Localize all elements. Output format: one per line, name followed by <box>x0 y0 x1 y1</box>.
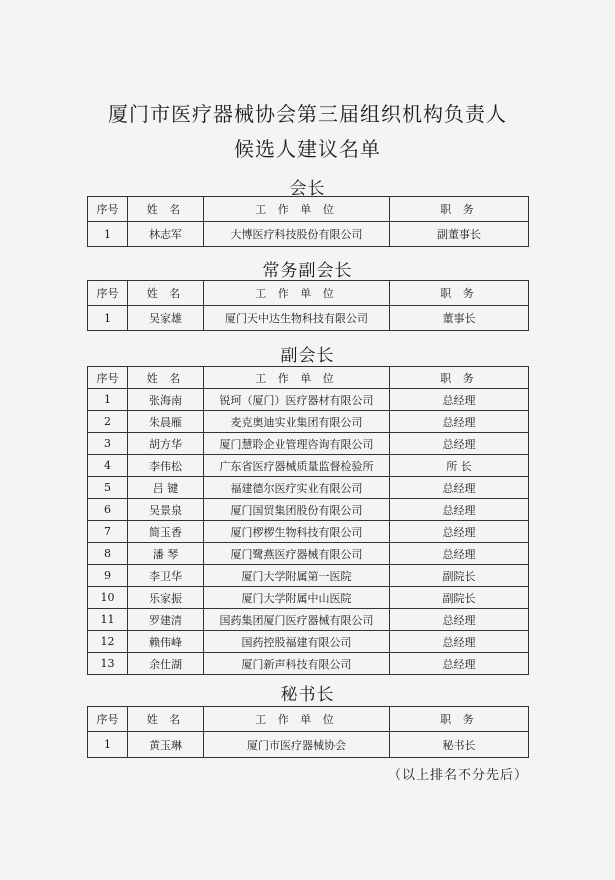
cell-no: 5 <box>88 477 128 499</box>
cell-name: 林志军 <box>128 222 204 247</box>
table-row <box>88 653 529 675</box>
section-title-secretary-general: 秘书长 <box>280 685 335 705</box>
table-row <box>88 411 529 433</box>
section-title-president: 会长 <box>289 179 326 199</box>
cell-position: 总经理 <box>390 477 529 499</box>
cell-position: 总经理 <box>390 521 529 543</box>
cell-no: 1 <box>88 222 128 247</box>
cell-unit: 厦门大学附属中山医院 <box>204 587 390 609</box>
cell-name: 乐家振 <box>128 587 204 609</box>
cell-position: 总经理 <box>390 543 529 565</box>
table-row <box>88 587 529 609</box>
header-position: 职 务 <box>390 367 529 389</box>
cell-position: 总经理 <box>390 499 529 521</box>
table-row <box>88 433 529 455</box>
table-president <box>87 196 529 247</box>
cell-no: 3 <box>88 433 128 455</box>
cell-name: 吴景泉 <box>128 499 204 521</box>
header-unit: 工 作 单 位 <box>204 281 390 306</box>
cell-no: 2 <box>88 411 128 433</box>
cell-unit: 国药集团厦门医疗器械有限公司 <box>204 609 390 631</box>
cell-name: 罗建清 <box>128 609 204 631</box>
cell-unit: 厦门国贸集团股份有限公司 <box>204 499 390 521</box>
header-name: 姓 名 <box>128 367 204 389</box>
cell-no: 1 <box>88 389 128 411</box>
table-row <box>88 306 529 331</box>
cell-position: 总经理 <box>390 609 529 631</box>
cell-name: 朱晨雁 <box>128 411 204 433</box>
header-no: 序号 <box>88 281 128 306</box>
header-position: 职 务 <box>390 707 529 732</box>
cell-unit: 国药控股福建有限公司 <box>204 631 390 653</box>
cell-position: 副院长 <box>390 565 529 587</box>
header-name: 姓 名 <box>128 197 204 222</box>
cell-unit: 厦门市医疗器械协会 <box>204 732 390 758</box>
table-executive-vp <box>87 280 529 331</box>
table-row <box>88 521 529 543</box>
cell-unit: 锐珂（厦门）医疗器材有限公司 <box>204 389 390 411</box>
table-row <box>88 222 529 247</box>
cell-position: 总经理 <box>390 433 529 455</box>
table-row <box>88 389 529 411</box>
table-row <box>88 565 529 587</box>
table-row <box>88 732 529 758</box>
cell-no: 7 <box>88 521 128 543</box>
cell-unit: 厦门大学附属第一医院 <box>204 565 390 587</box>
cell-name: 吴家雄 <box>128 306 204 331</box>
cell-no: 4 <box>88 455 128 477</box>
cell-position: 副董事长 <box>390 222 529 247</box>
cell-position: 所 长 <box>390 455 529 477</box>
table-row <box>88 499 529 521</box>
cell-name: 吕 键 <box>128 477 204 499</box>
table-row <box>88 543 529 565</box>
cell-name: 李伟松 <box>128 455 204 477</box>
header-no: 序号 <box>88 367 128 389</box>
cell-position: 总经理 <box>390 631 529 653</box>
cell-no: 12 <box>88 631 128 653</box>
cell-no: 13 <box>88 653 128 675</box>
header-name: 姓 名 <box>128 281 204 306</box>
cell-position: 总经理 <box>390 653 529 675</box>
cell-position: 副院长 <box>390 587 529 609</box>
table-row <box>88 455 529 477</box>
cell-position: 秘书长 <box>390 732 529 758</box>
header-name: 姓 名 <box>128 707 204 732</box>
table-row <box>88 477 529 499</box>
header-unit: 工 作 单 位 <box>204 197 390 222</box>
table-header-row <box>88 707 529 732</box>
document-title-line1: 厦门市医疗器械协会第三届组织机构负责人 <box>108 102 507 126</box>
header-unit: 工 作 单 位 <box>204 707 390 732</box>
section-title-vice-president: 副会长 <box>280 346 335 366</box>
cell-position: 总经理 <box>390 389 529 411</box>
table-vice-president <box>87 366 529 675</box>
footnote: （以上排名不分先后） <box>388 768 529 783</box>
cell-name: 简玉香 <box>128 521 204 543</box>
cell-name: 黄玉琳 <box>128 732 204 758</box>
cell-no: 6 <box>88 499 128 521</box>
cell-position: 董事长 <box>390 306 529 331</box>
cell-unit: 大博医疗科技股份有限公司 <box>204 222 390 247</box>
cell-name: 李卫华 <box>128 565 204 587</box>
cell-position: 总经理 <box>390 411 529 433</box>
cell-unit: 福建德尔医疗实业有限公司 <box>204 477 390 499</box>
section-title-executive-vp: 常务副会长 <box>262 261 353 281</box>
table-row <box>88 631 529 653</box>
header-position: 职 务 <box>390 197 529 222</box>
cell-name: 张海南 <box>128 389 204 411</box>
header-no: 序号 <box>88 707 128 732</box>
cell-unit: 广东省医疗器械质量监督检验所 <box>204 455 390 477</box>
header-position: 职 务 <box>390 281 529 306</box>
cell-name: 余仕湖 <box>128 653 204 675</box>
cell-unit: 厦门慧聆企业管理咨询有限公司 <box>204 433 390 455</box>
cell-unit: 厦门鹭燕医疗器械有限公司 <box>204 543 390 565</box>
cell-name: 潘 琴 <box>128 543 204 565</box>
table-header-row <box>88 281 529 306</box>
table-header-row <box>88 197 529 222</box>
cell-name: 胡方华 <box>128 433 204 455</box>
cell-unit: 厦门新声科技有限公司 <box>204 653 390 675</box>
document-title-line2: 候选人建议名单 <box>234 137 381 161</box>
table-header-row <box>88 367 529 389</box>
cell-no: 8 <box>88 543 128 565</box>
cell-no: 10 <box>88 587 128 609</box>
cell-unit: 厦门天中达生物科技有限公司 <box>204 306 390 331</box>
header-no: 序号 <box>88 197 128 222</box>
cell-no: 11 <box>88 609 128 631</box>
cell-name: 赖伟峰 <box>128 631 204 653</box>
table-secretary-general <box>87 706 529 758</box>
cell-no: 1 <box>88 306 128 331</box>
header-unit: 工 作 单 位 <box>204 367 390 389</box>
cell-unit: 厦门椤椤生物科技有限公司 <box>204 521 390 543</box>
cell-no: 9 <box>88 565 128 587</box>
table-row <box>88 609 529 631</box>
cell-no: 1 <box>88 732 128 758</box>
cell-unit: 麦克奥迪实业集团有限公司 <box>204 411 390 433</box>
